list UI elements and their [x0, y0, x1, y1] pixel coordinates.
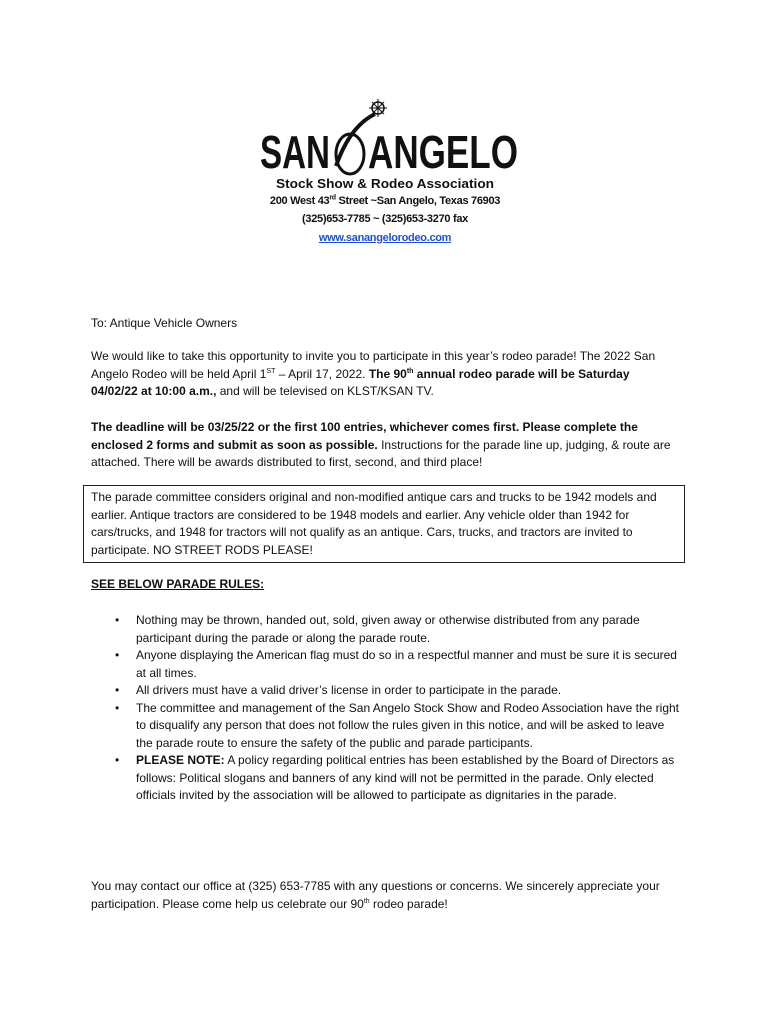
list-item: [91, 700, 681, 753]
logo-graphic: [250, 96, 530, 192]
address-line: [0, 195, 770, 207]
rule-text: A policy regarding political entries has been established by the Board of Directors as follows: Political slogans and banners of any kind will not be permitted in the parade. Only elected officials invited by the association will be allowed to participate as dignitaries in the parade.: [136, 753, 675, 802]
please-note-label: PLEASE NOTE:: [136, 753, 225, 767]
rule-text: All drivers must have a valid driver’s license in order to participate in the parade.: [136, 683, 562, 697]
para1-bold-a: The 90: [368, 366, 407, 381]
bullet-icon: •: [115, 648, 120, 662]
closing-text-a: You may contact our office at (325) 653-7785 with any questions or concerns. We sincerely appreciate your participation. Please come help us celebrate our 90: [91, 879, 660, 911]
address-city: Street ~San Angelo, Texas 76903: [335, 195, 501, 207]
list-item: [91, 647, 681, 682]
phone-line: (325)653-7785 ~ (325)653-3270 fax: [302, 213, 468, 225]
website-line: [0, 232, 770, 244]
para1-text-c: and will be televised on KLST/KSAN TV.: [216, 384, 434, 398]
para1-bold-sup: th: [406, 367, 414, 375]
deadline-paragraph: [91, 419, 679, 472]
invitation-paragraph: [91, 348, 679, 401]
deadline-rest: Instructions for the parade line up, judging, & route are attached. There will be awards distributed to first, second, and third place!: [91, 437, 671, 469]
address-street: 200 West 43: [269, 195, 330, 207]
para1-text-b: – April 17, 2022.: [275, 366, 369, 381]
rule-text: Anyone displaying the American flag must do so in a respectful manner and must be sure it is secured at all times.: [136, 648, 677, 680]
svg-text:ANGELO: ANGELO: [368, 126, 518, 178]
bullet-icon: •: [115, 613, 120, 627]
list-item: [91, 682, 681, 700]
closing-sup: th: [363, 897, 370, 905]
bullet-icon: •: [115, 753, 120, 767]
closing-paragraph: [91, 878, 679, 913]
recipient-line: To: Antique Vehicle Owners: [91, 316, 238, 330]
bullet-icon: •: [115, 683, 120, 697]
deadline-bold: The deadline will be 03/25/22 or the first 100 entries, whichever comes first. Please complete the enclosed 2 forms and submit as soon as possible.: [91, 420, 638, 452]
svg-text:SAN: SAN: [260, 126, 330, 178]
list-item: [91, 752, 681, 805]
para1-text-a: We would like to take this opportunity to invite you to participate in this year’s rodeo parade! The 2022 San Angelo Rodeo will be held April 1: [91, 349, 656, 381]
parade-rules-list: [91, 612, 681, 805]
closing-text-b: rodeo parade!: [369, 896, 448, 911]
svg-text:Stock Show & Rodeo Association: Stock Show & Rodeo Association: [276, 177, 494, 191]
bullet-icon: •: [115, 700, 120, 715]
para1-bold-b: annual rodeo parade will be Saturday 04/02/22 at 10:00 a.m.,: [91, 366, 630, 398]
rule-text: The committee and management of the San Angelo Stock Show and Rodeo Association have the right to disqualify any person that does not follow the rules given in this notice, and will be asked to leave the parade route to ensure the safety of the public and parade participants.: [136, 700, 680, 750]
san-angelo-logo: [250, 96, 530, 192]
para1-sup: ST: [266, 367, 276, 375]
list-item: [91, 612, 681, 647]
website-link[interactable]: www.sanangelorodeo.com: [318, 232, 452, 244]
rule-text: Nothing may be thrown, handed out, sold, given away or otherwise distributed from any parade participant during the parade or along the parade route.: [136, 613, 640, 645]
rules-heading: SEE BELOW PARADE RULES:: [91, 577, 265, 591]
address-superscript: rd: [329, 194, 336, 202]
antique-definition-box: The parade committee considers original and non-modified antique cars and trucks to be 1942 models and earlier. Antique tractors are considered to be 1948 models and earlier. Any vehicle older than 1942 for cars/trucks, and 1948 for tractors will not qualify as an antique. Cars, trucks, and tractors are invited to participate. NO STREET RODS PLEASE!: [83, 485, 685, 563]
